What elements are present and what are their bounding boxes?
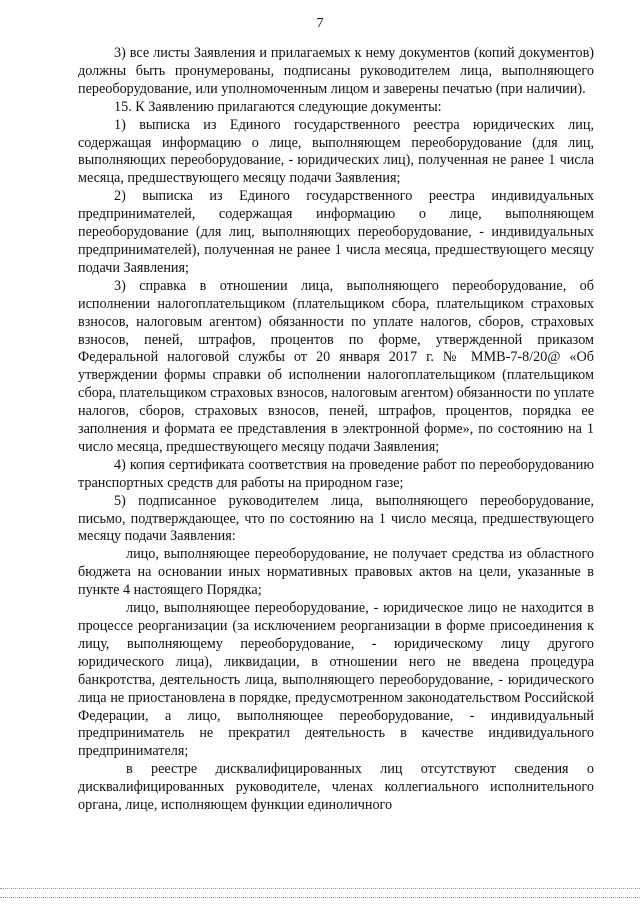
page-number: 7 — [316, 16, 324, 31]
paragraph-15-5-a: лицо, выполняющее переоборудование, не получает средства из областного бюджета на основании иных нормативных правовых актов на цели, указанные в пункте 4 настоящего Порядка; — [78, 546, 594, 599]
paragraph-15-5: 5) подписанное руководителем лица, выполняющего переоборудование, письмо, подтверждающее, что по состоянию на 1 число месяца, предшествующего месяцу подачи Заявления: — [78, 492, 594, 545]
paragraph-15-heading: 15. К Заявлению прилагаются следующие документы: — [114, 98, 442, 115]
paragraph-15-2: 2) выписка из Единого государственного реестра индивидуальных предпринимателей, содержащая информацию о лице, выполняющем переоборудование (для лиц, выполняющих переоборудование, - индивидуальных предпринимателей), полученная не ранее 1 числа месяца, предшествующего месяцу подачи Заявления; — [78, 188, 594, 276]
scan-edge-divider — [0, 888, 640, 889]
paragraph-15-5-b: лицо, выполняющее переоборудование, - юридическое лицо не находится в процессе реорганизации (за исключением реорганизации в форме присоединения к лицу, выполняющему переоборудование, - юридическому лицу другого юридического лица), ликвидации, в отношении него не введена процедура банкротства, деятельность лица, выполняющего переоборудование, - юридического лица не приостановлена в порядке, предусмотренном законодательством Российской Федерации, а лицо, выполняющее переоборудование, - индивидуальный предприниматель не прекратил деятельность в качестве индивидуального предпринимателя; — [78, 600, 594, 760]
paragraph-15-4: 4) копия сертификата соответствия на проведение работ по переоборудованию транспортных средств для работы на природном газе; — [78, 456, 594, 491]
paragraph-14-3: 3) все листы Заявления и прилагаемых к нему документов (копий документов) должны быть пронумерованы, подписаны руководителем лица, выполняющего переоборудование, или уполномоченным лицом и заверены печатью (при наличии). — [78, 45, 594, 97]
scan-edge-divider — [0, 897, 640, 898]
paragraph-15-3: 3) справка в отношении лица, выполняющего переоборудование, об исполнении налогоплательщиком (плательщиком сбора, плательщиком страховых взносов, налоговым агентом) обязанности по уплате налогов, сборов, страховых взносов, пеней, штрафов, процентов по форме, утвержденной приказом Федеральной налоговой службы от 20 января 2017 г. № ММВ-7-8/20@ «Об утверждении формы справки об исполнении налогоплательщиком (плательщиком сбора, плательщиком страховых взносов, налоговым агентом) обязанности по уплате налогов, сборов, страховых взносов, пеней, штрафов, процентов, порядка ее заполнения и формата ее представления в электронной форме», по состоянию на 1 число месяца, предшествующего месяцу подачи Заявления; — [78, 277, 594, 455]
paragraph-15-5-c: в реестре дисквалифицированных лиц отсутствуют сведения о дисквалифицированных руководителе, членах коллегиального исполнительного органа, лице, исполняющем функции единоличного — [78, 761, 594, 814]
document-body — [78, 45, 594, 815]
paragraph-15-1: 1) выписка из Единого государственного реестра юридических лиц, содержащая информацию о лице, выполняющем переоборудование (для лиц, выполняющих переоборудование, - юридических лиц), полученная не ранее 1 числа месяца, предшествующего месяцу подачи Заявления; — [78, 116, 594, 187]
